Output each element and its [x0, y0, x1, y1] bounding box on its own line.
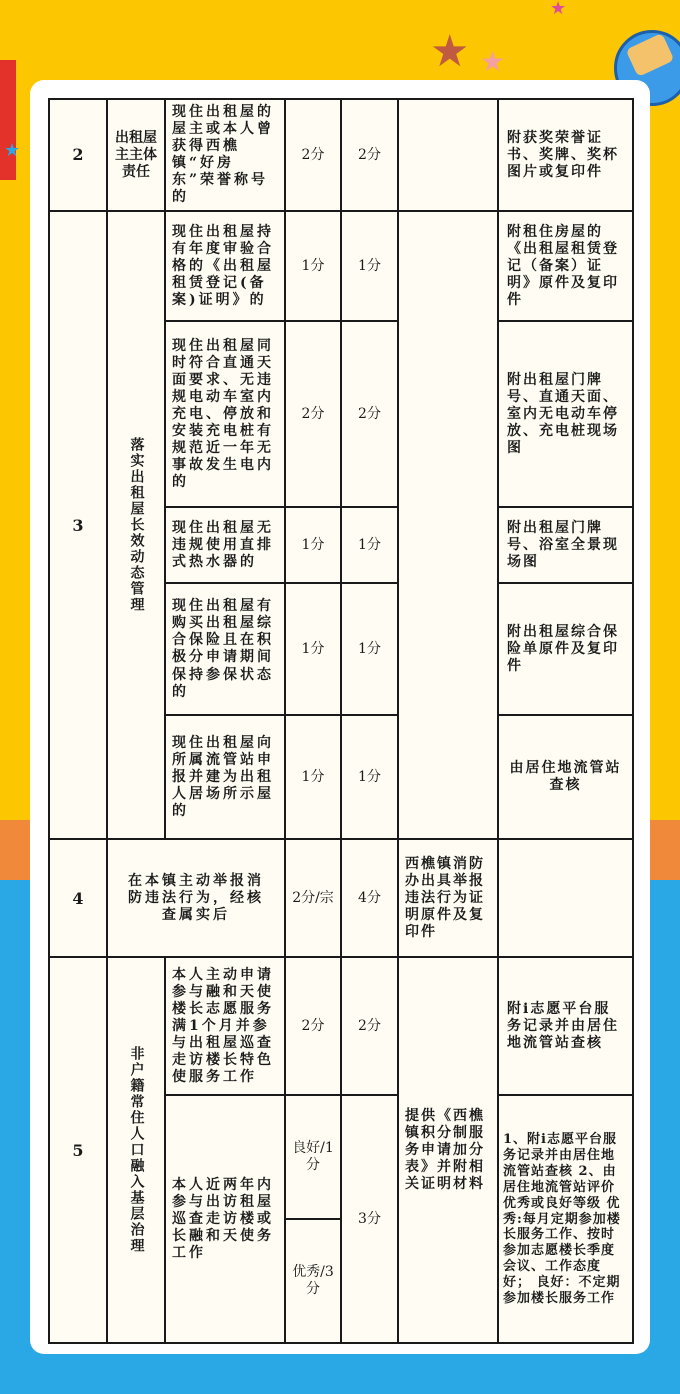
row-score: 2分	[285, 321, 341, 507]
content-card	[30, 80, 650, 1354]
row-score: 2分/宗	[285, 839, 341, 957]
row-criteria: 现住出租屋的屋主或本人曾获得西樵镇“好房东”荣誉称号的	[165, 99, 285, 211]
row-number: 2	[49, 99, 107, 211]
row-score: 2分	[285, 957, 341, 1095]
row-criteria: 本人主动申请参与融和天使楼长志愿服务满1个月并参与出租屋巡查走访楼长特色使服务工作	[165, 957, 285, 1095]
star-icon: ★	[550, 0, 567, 19]
table-row	[49, 99, 633, 211]
row-number: 4	[49, 839, 107, 957]
row-note: 附租住房屋的《出租屋租赁登记（备案）证明》原件及复印件	[498, 211, 633, 321]
star-icon: ★	[4, 140, 21, 161]
row-number: 5	[49, 957, 107, 1343]
row-subject: 出租屋主主体责任	[107, 99, 165, 211]
row-score-excellent: 优秀/3分	[285, 1219, 341, 1343]
points-table	[48, 98, 634, 1344]
row-criteria: 现住出租屋向所属流管站申报并建为出租人居场所示屋的	[165, 715, 285, 839]
row-note	[498, 839, 633, 957]
row-score: 1分	[285, 583, 341, 715]
row-max-score: 4分	[341, 839, 398, 957]
row-criteria: 在本镇主动举报消防违法行为，经核查属实后	[107, 839, 285, 957]
row-note: 附出租屋门牌号、浴室全景现场图	[498, 507, 633, 583]
row-note: 附获奖荣誉证书、奖牌、奖杯图片或复印件	[498, 99, 633, 211]
row-max-score: 3分	[341, 1095, 398, 1343]
row-score: 1分	[285, 211, 341, 321]
row-note: 1、附i志愿平台服务记录并由居住地流管站查核 2、由居住地流管站评价优秀或良好等级 优秀:每月定期参加楼长服务工作、按时参加志愿楼长季度会议、工作态度好； 良好：不定期参加楼长服务工作	[498, 1095, 633, 1343]
row-score-good: 良好/1分	[285, 1095, 341, 1219]
row-score: 1分	[285, 715, 341, 839]
decor-red-banner	[0, 60, 16, 180]
row-max-score: 1分	[341, 715, 398, 839]
row-max-score: 1分	[341, 583, 398, 715]
row-subject	[107, 957, 165, 1343]
row-criteria: 现住出租屋无违规使用直排式热水器的	[165, 507, 285, 583]
row-method	[398, 99, 498, 211]
row-criteria: 现住出租屋持有年度审验合格的《出租屋租赁登记(备案)证明》的	[165, 211, 285, 321]
table-row	[49, 839, 633, 957]
row-number: 3	[49, 211, 107, 839]
row-note: 附i志愿平台服务记录并由居住地流管站查核	[498, 957, 633, 1095]
row-subject-text: 落实出租屋长效动态管理	[128, 437, 145, 614]
row-criteria: 本人近两年内参与出访租屋巡查走访楼或长融和天使务工作	[165, 1095, 285, 1343]
row-max-score: 1分	[341, 507, 398, 583]
row-note: 附出租屋门牌号、直通天面、室内无电动车停放、充电桩现场图	[498, 321, 633, 507]
row-subject	[107, 211, 165, 839]
row-method	[398, 211, 498, 839]
row-max-score: 2分	[341, 957, 398, 1095]
table-row	[49, 957, 633, 1095]
star-icon: ★	[430, 26, 470, 77]
row-score: 2分	[285, 99, 341, 211]
row-note: 附出租屋综合保险单原件及复印件	[498, 583, 633, 715]
row-max-score: 1分	[341, 211, 398, 321]
row-score: 1分	[285, 507, 341, 583]
row-subject-text: 非户籍常住人口融入基层治理	[128, 1046, 145, 1255]
row-max-score: 2分	[341, 99, 398, 211]
star-icon: ★	[480, 45, 506, 78]
row-criteria: 现住出租屋有购买出租屋综合保险且在积极分申请期间保持参保状态的	[165, 583, 285, 715]
table-row	[49, 211, 633, 321]
row-method: 提供《西樵镇积分制服务申请加分表》并附相关证明材料	[398, 957, 498, 1343]
row-note: 由居住地流管站查核	[498, 715, 633, 839]
row-max-score: 2分	[341, 321, 398, 507]
row-criteria: 现住出租屋同时符合直通天面要求、无违规电动车室内充电、停放和安装充电桩有规范近一年无事故发生电内的	[165, 321, 285, 507]
row-method: 西樵镇消防办出具举报违法行为证明原件及复印件	[398, 839, 498, 957]
